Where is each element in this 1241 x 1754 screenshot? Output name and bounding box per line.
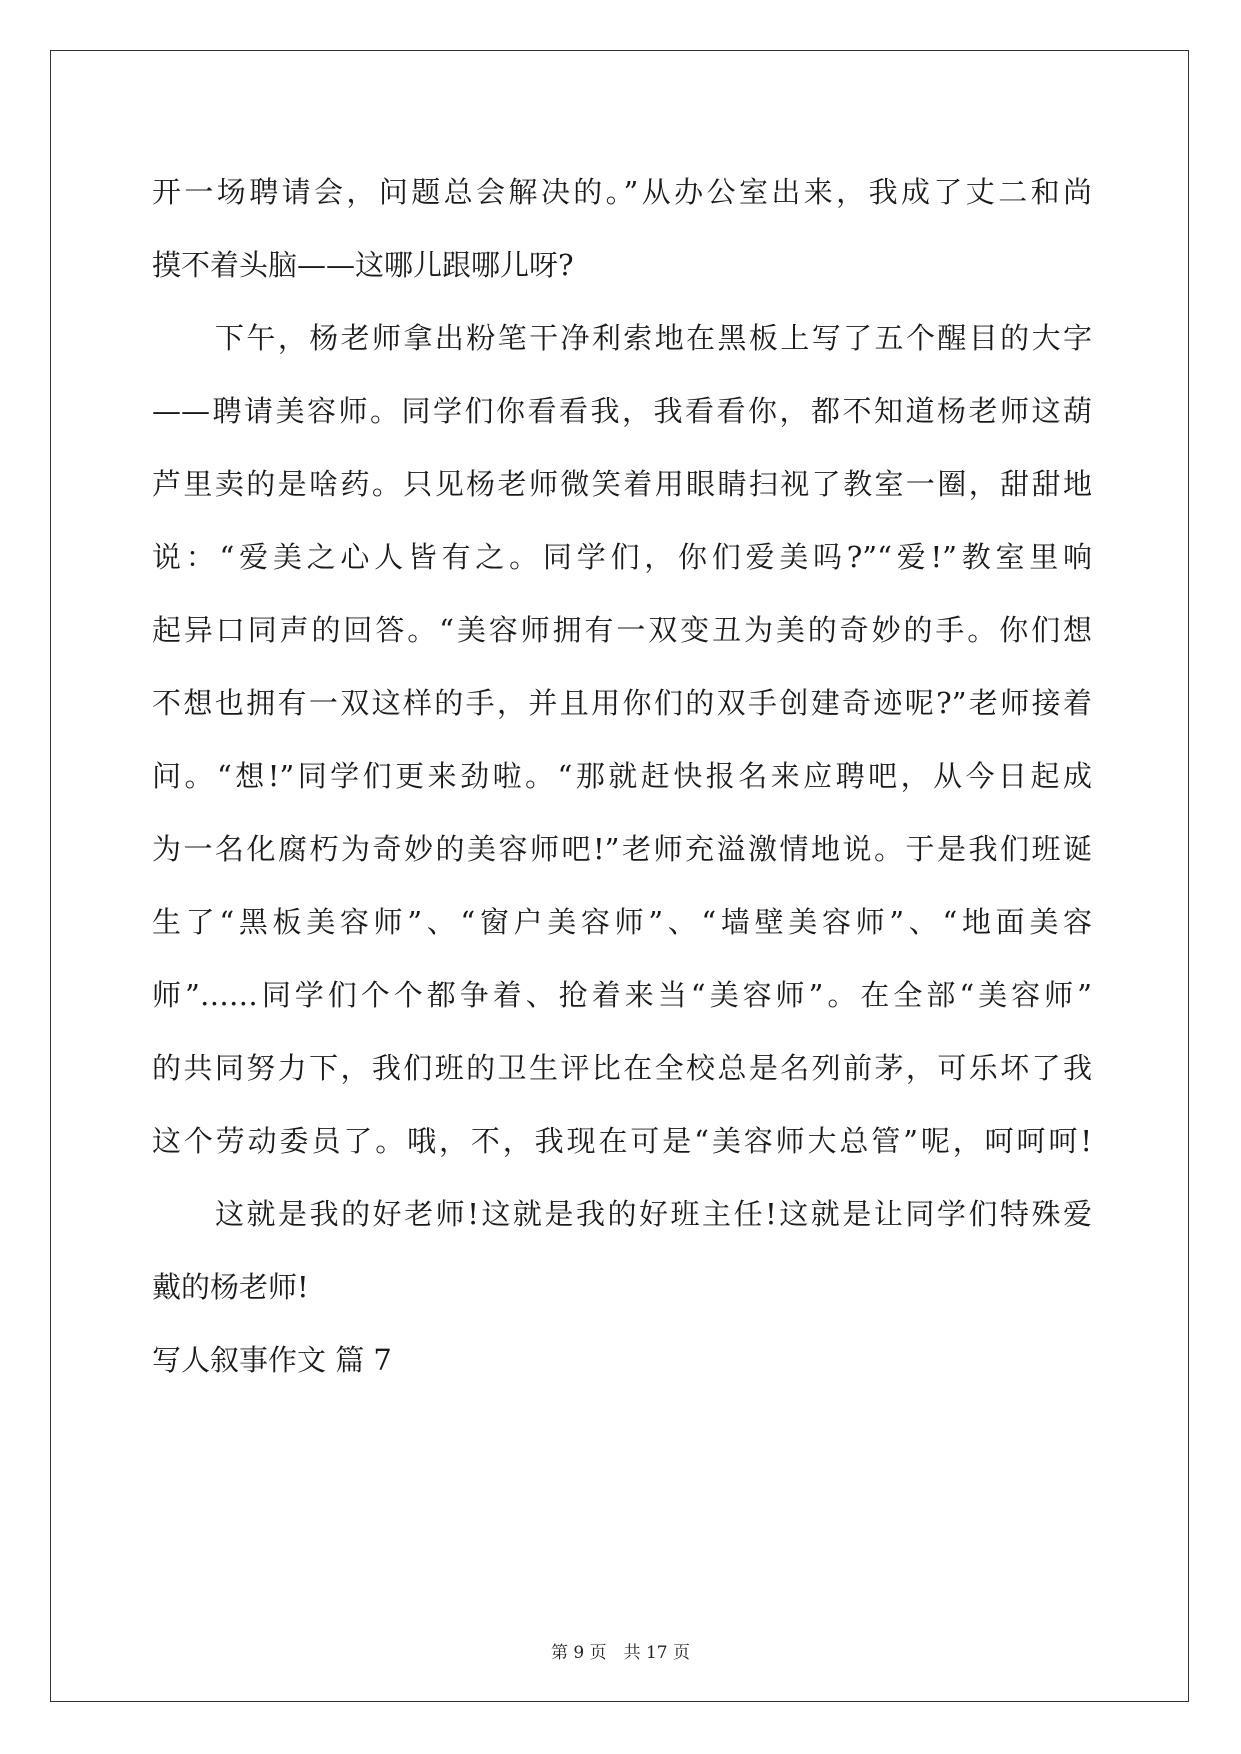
text-line-2: 摸不着头脑——这哪儿跟哪儿呀? xyxy=(152,248,574,282)
text-line-5: 芦里卖的是啥药。只见杨老师微笑着用眼睛扫视了教室一圈，甜甜地 xyxy=(152,467,1092,501)
text-line-16: 戴的杨老师! xyxy=(152,1270,309,1304)
text-line-4: ——聘请美容师。同学们你看看我，我看看你，都不知道杨老师这葫 xyxy=(152,394,1092,428)
section-heading: 写人叙事作文 篇 7 xyxy=(152,1343,392,1377)
text-line-14: 这个劳动委员了。哦，不，我现在可是“美容师大总管”呢，呵呵呵! xyxy=(152,1124,1092,1158)
text-line-9: 问。“想!”同学们更来劲啦。“那就赶快报名来应聘吧，从今日起成 xyxy=(152,759,1092,793)
page-number-footer: 第 9 页 共 17 页 xyxy=(550,1643,691,1663)
text-line-15: 这就是我的好老师!这就是我的好班主任!这就是让同学们特殊爱 xyxy=(215,1197,1092,1231)
text-line-1: 开一场聘请会，问题总会解决的。”从办公室出来，我成了丈二和尚 xyxy=(152,175,1092,209)
text-line-7: 起异口同声的回答。“美容师拥有一双变丑为美的奇妙的手。你们想 xyxy=(152,613,1092,647)
text-line-13: 的共同努力下，我们班的卫生评比在全校总是名列前茅，可乐坏了我 xyxy=(152,1051,1092,1085)
text-line-8: 不想也拥有一双这样的手，并且用你们的双手创建奇迹呢?”老师接着 xyxy=(152,686,1092,720)
page-border xyxy=(50,50,1189,1702)
text-line-3: 下午，杨老师拿出粉笔干净利索地在黑板上写了五个醒目的大字 xyxy=(215,321,1092,355)
text-line-12: 师”……同学们个个都争着、抢着来当“美容师”。在全部“美容师” xyxy=(152,978,1092,1012)
text-line-6: 说：“爱美之心人皆有之。同学们，你们爱美吗?”“爱!”教室里响 xyxy=(152,540,1092,574)
text-line-10: 为一名化腐朽为奇妙的美容师吧!”老师充溢激情地说。于是我们班诞 xyxy=(152,832,1092,866)
text-line-11: 生了“黑板美容师”、“窗户美容师”、“墙壁美容师”、“地面美容 xyxy=(152,905,1092,939)
